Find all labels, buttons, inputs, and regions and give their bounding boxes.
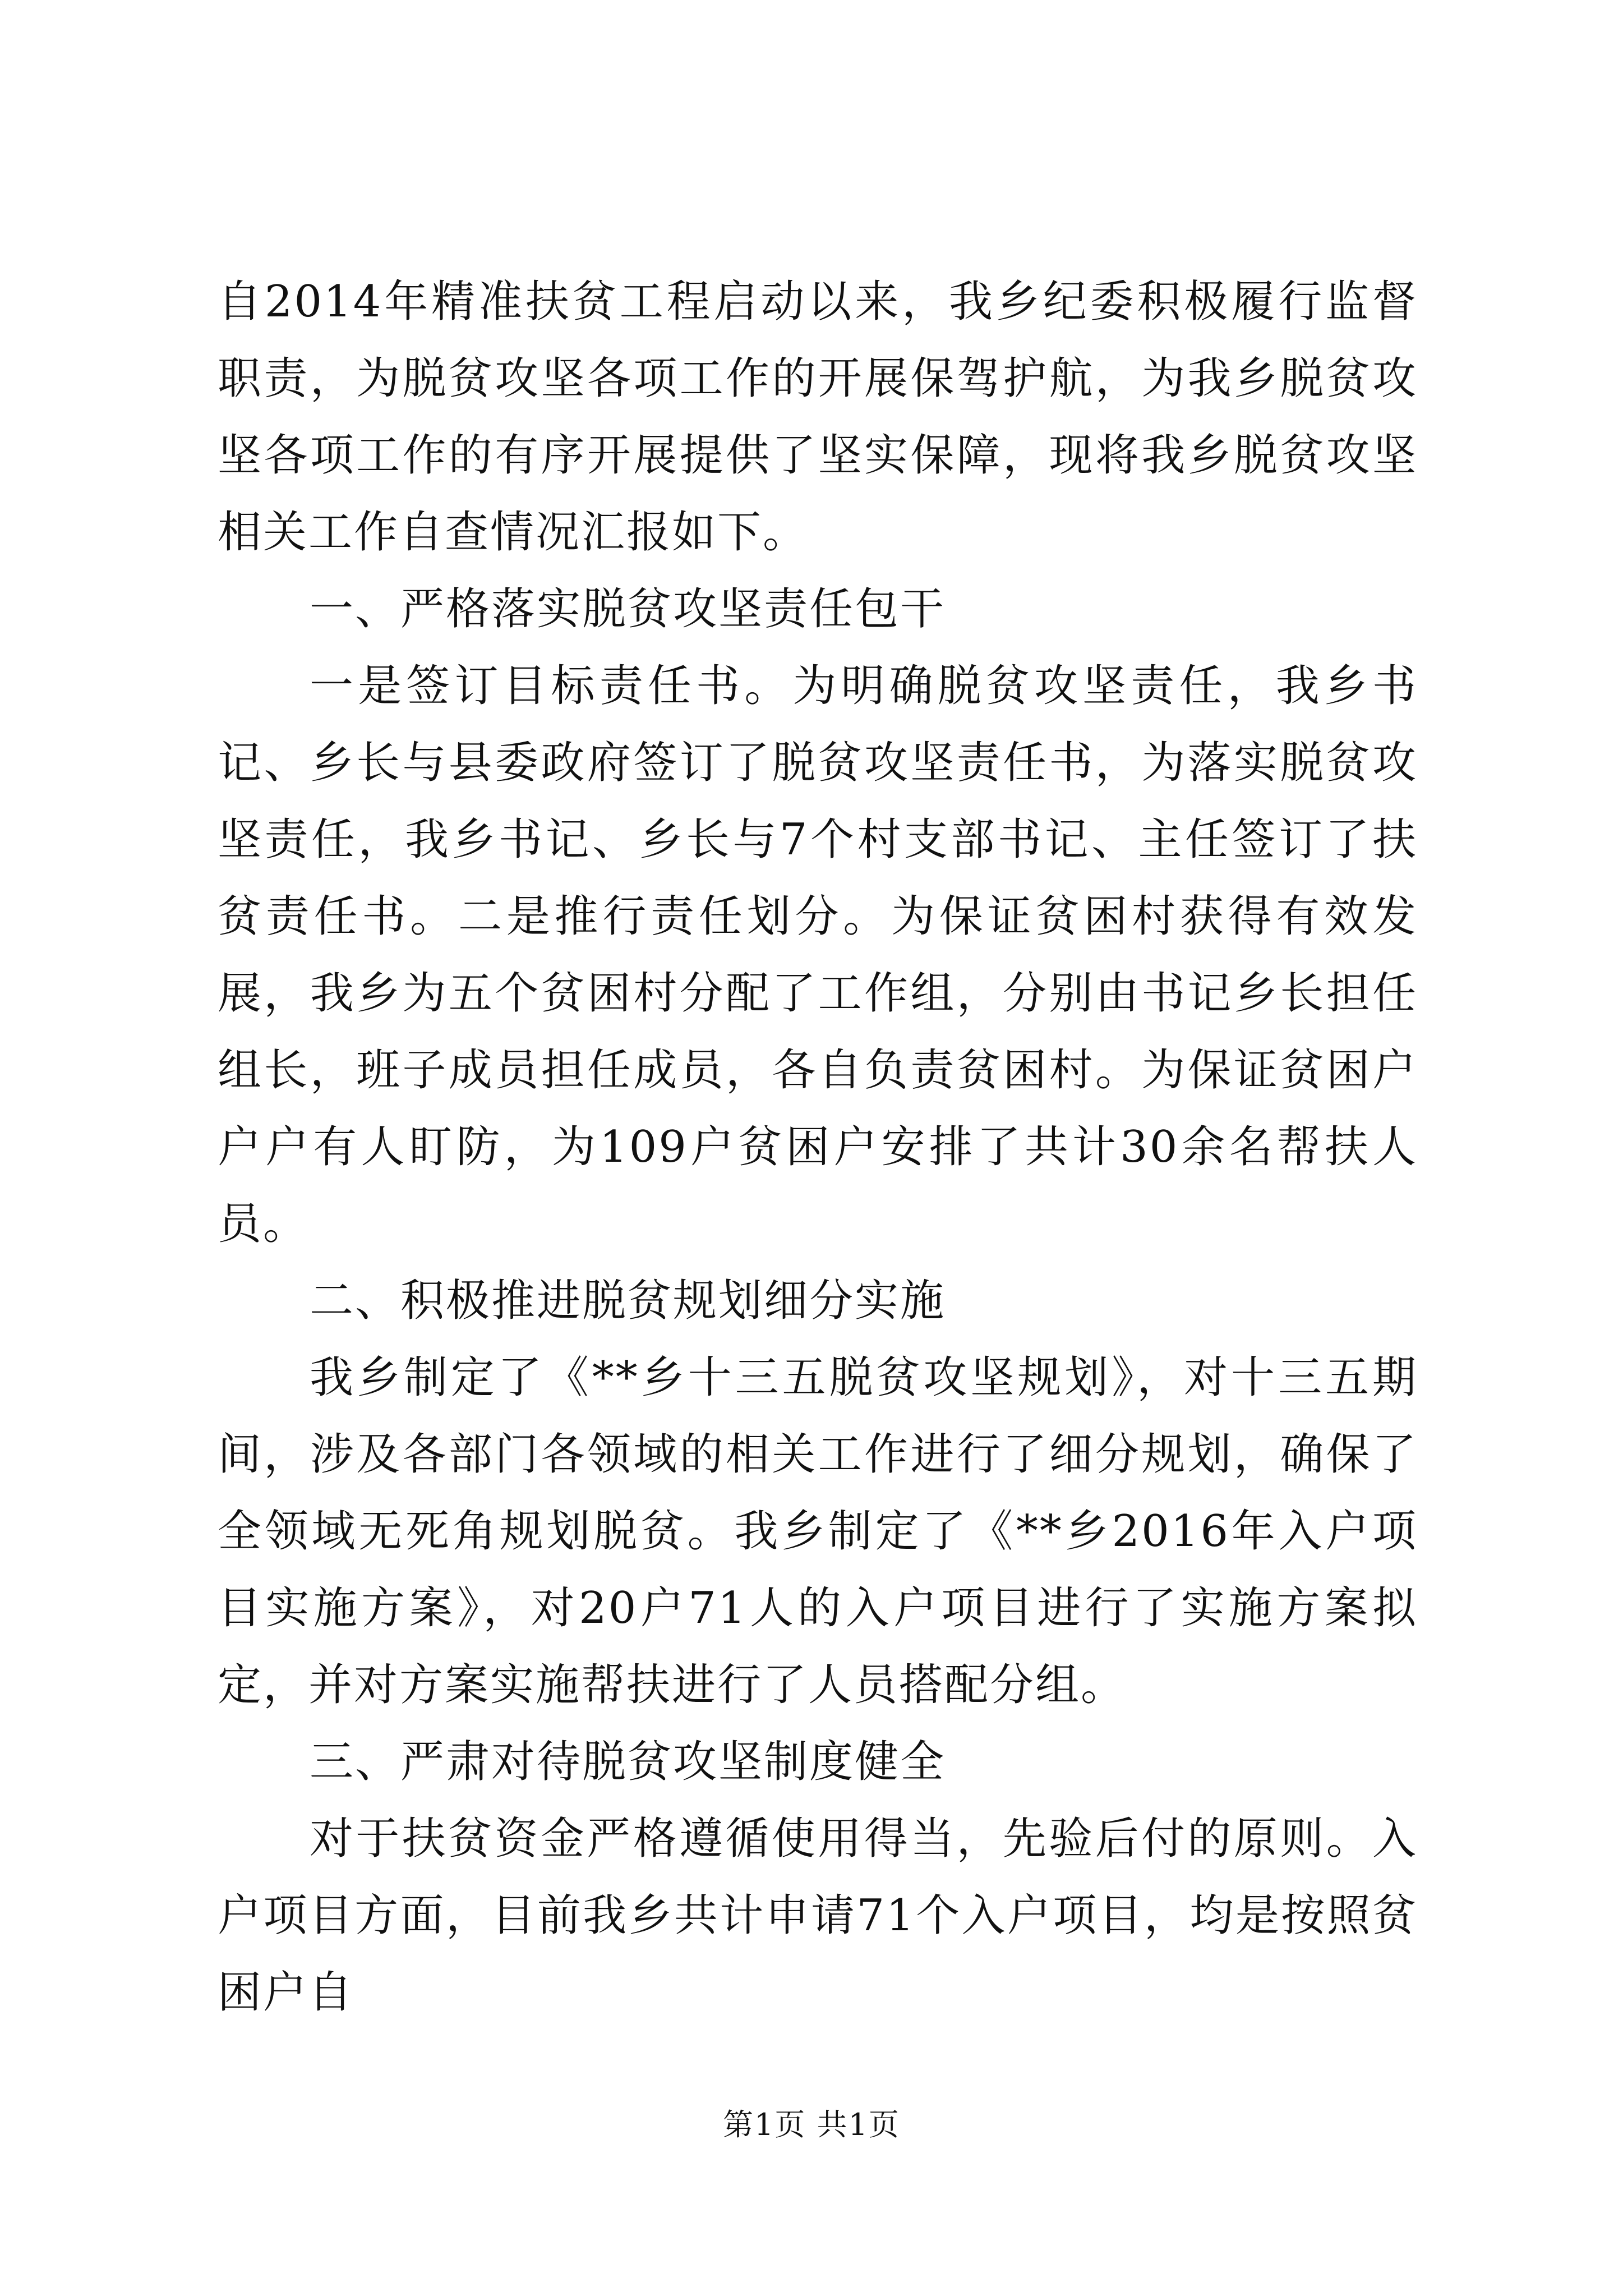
page-number-label: 第1页 共1页: [723, 2107, 900, 2142]
section-3-paragraph: 对于扶贫资金严格遵循使用得当，先验后付的原则。入户项目方面，目前我乡共计申请71个入户项目，均是按照贫困户自: [218, 1814, 1418, 2018]
document-body: [218, 264, 1418, 2031]
section-heading-1: 一、严格落实脱贫攻坚责任包干: [310, 584, 946, 634]
page-footer: [0, 2101, 1623, 2144]
section-2-paragraph: 我乡制定了《**乡十三五脱贫攻坚规划》，对十三五期间，涉及各部门各领域的相关工作进行了细分规划，确保了全领域无死角规划脱贫。我乡制定了《**乡2016年入户项目实施方案》，对20户71人的入户项目进行了实施方案拟定，并对方案实施帮扶进行了人员搭配分组。: [218, 1352, 1418, 1710]
section-1-paragraph: 一是签订目标责任书。为明确脱贫攻坚责任，我乡书记、乡长与县委政府签订了脱贫攻坚责任书，为落实脱贫攻坚责任，我乡书记、乡长与7个村支部书记、主任签订了扶贫责任书。二是推行责任划分。为保证贫困村获得有效发展，我乡为五个贫困村分配了工作组，分别由书记乡长担任组长，班子成员担任成员，各自负责贫困村。为保证贫困户户户有人盯防，为109户贫困户安排了共计30余名帮扶人员。: [218, 661, 1418, 1249]
section-heading-3: 三、严肃对待脱贫攻坚制度健全: [310, 1737, 946, 1787]
section-heading-2: 二、积极推进脱贫规划细分实施: [310, 1276, 946, 1326]
intro-paragraph: 自2014年精准扶贫工程启动以来，我乡纪委积极履行监督职责，为脱贫攻坚各项工作的开展保驾护航，为我乡脱贫攻坚各项工作的有序开展提供了坚实保障，现将我乡脱贫攻坚相关工作自查情况汇报如下。: [218, 277, 1418, 558]
